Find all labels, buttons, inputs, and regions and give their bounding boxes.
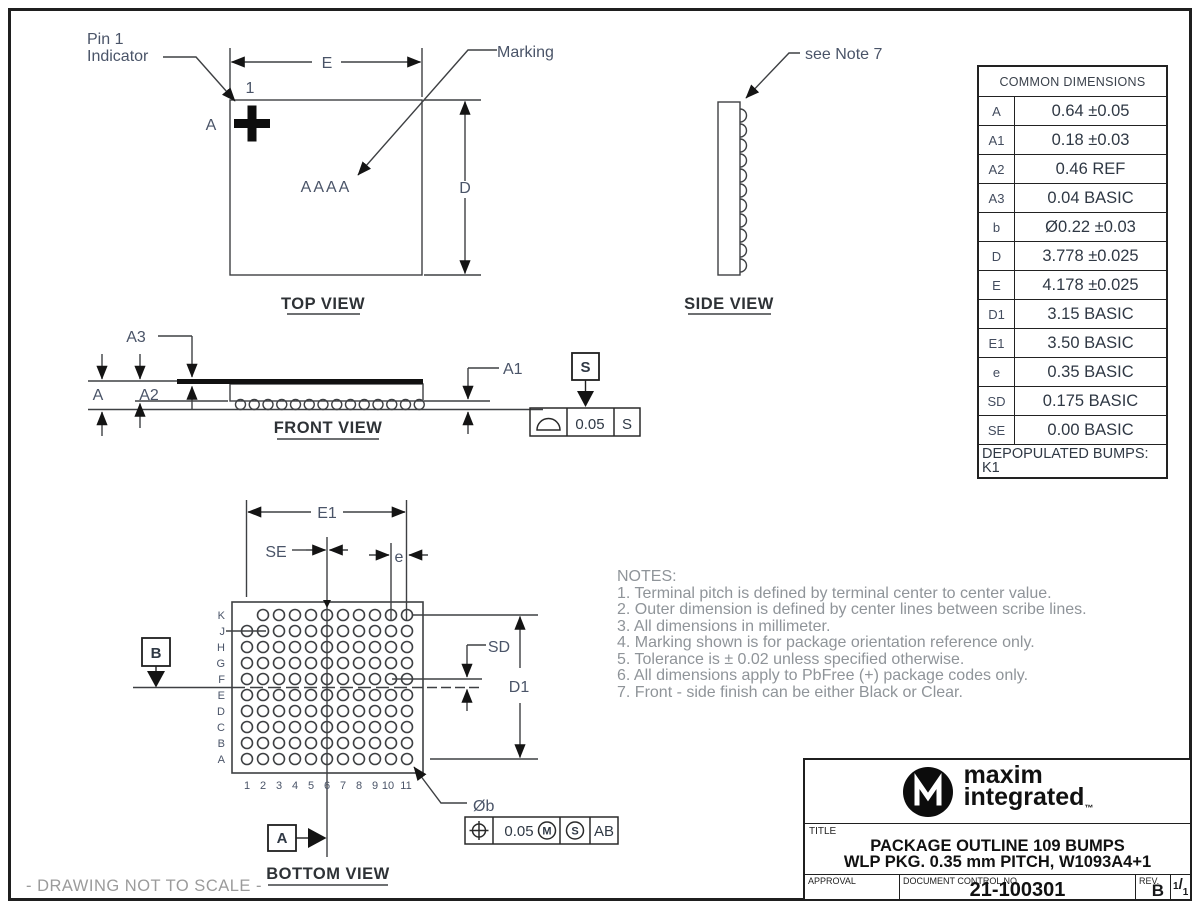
bump-A7 <box>338 754 349 765</box>
dim-e-pitch-label: e <box>394 549 404 566</box>
bump-J10 <box>386 626 397 637</box>
bump-G3 <box>274 658 285 669</box>
bump-A3 <box>274 754 285 765</box>
approval-cell <box>805 875 899 901</box>
bump-F4 <box>290 674 301 685</box>
bump-E7 <box>338 690 349 701</box>
bump-H5 <box>306 642 317 653</box>
bump-B2 <box>258 738 269 749</box>
bump-G1 <box>242 658 253 669</box>
dim-sd-label: SD <box>487 639 511 656</box>
dim-name: D <box>979 242 1015 270</box>
bump-B11 <box>402 738 413 749</box>
bump-C7 <box>338 722 349 733</box>
note-item-3: 3. All dimensions in millimeter. <box>617 617 831 635</box>
bump-C9 <box>370 722 381 733</box>
bump-A4 <box>290 754 301 765</box>
note-item-1: 1. Terminal pitch is defined by terminal center to center value. <box>617 584 1052 602</box>
bump-D11 <box>402 706 413 717</box>
col-label-2: 2 <box>259 780 267 792</box>
bump-E4 <box>290 690 301 701</box>
dim-row-E <box>979 271 1166 300</box>
bump-J11 <box>402 626 413 637</box>
approval-row <box>805 875 1190 901</box>
dim-value: 3.15 BASIC <box>1047 304 1134 323</box>
dim-name: A1 <box>979 126 1015 154</box>
dim-name: e <box>979 358 1015 386</box>
side-bump <box>740 229 747 242</box>
package-top-coat-a3 <box>177 379 423 384</box>
dim-row-SD <box>979 387 1166 416</box>
brand-line1: maxim <box>963 761 1043 789</box>
bump-E3 <box>274 690 285 701</box>
bottom-view <box>133 500 538 885</box>
position-tol-datum-s: S <box>571 825 579 838</box>
bump-K7 <box>338 610 349 621</box>
bump-H10 <box>386 642 397 653</box>
col-label-7: 7 <box>339 780 347 792</box>
bump-D10 <box>386 706 397 717</box>
marking-leader-line <box>358 50 497 175</box>
package-outline-side <box>718 102 740 275</box>
side-bump <box>740 184 747 197</box>
bump-E8 <box>354 690 365 701</box>
title-block <box>803 758 1192 901</box>
datum-b-triangle <box>147 671 165 688</box>
bump-A8 <box>354 754 365 765</box>
bump-K2 <box>258 610 269 621</box>
flatness-value: 0.05 <box>575 416 605 433</box>
bump-D4 <box>290 706 301 717</box>
revision-value: B <box>1151 881 1164 900</box>
side-bump <box>740 154 747 167</box>
row-label-A: A <box>217 754 225 766</box>
dim-e-label: E <box>321 55 333 72</box>
bump-D7 <box>338 706 349 717</box>
flatness-symbol-icon <box>537 419 560 431</box>
row-label-G: G <box>216 658 225 670</box>
side-view <box>688 53 800 314</box>
side-bump <box>740 259 747 272</box>
dim-name: E1 <box>979 329 1015 357</box>
bump-J3 <box>274 626 285 637</box>
dim-name: A <box>979 97 1015 125</box>
bump-J4 <box>290 626 301 637</box>
revision-cell <box>1135 875 1170 901</box>
bump-A10 <box>386 754 397 765</box>
bump-B3 <box>274 738 285 749</box>
bump-G5 <box>306 658 317 669</box>
col-label-11: 11 <box>400 780 412 792</box>
bump-E10 <box>386 690 397 701</box>
col-label-3: 3 <box>275 780 283 792</box>
bump-C8 <box>354 722 365 733</box>
bump-E5 <box>306 690 317 701</box>
note-item-2: 2. Outer dimension is defined by center lines between scribe lines. <box>617 601 1087 618</box>
bump-B1 <box>242 738 253 749</box>
bump-H8 <box>354 642 365 653</box>
marking-text: AAAA <box>300 179 352 196</box>
pin1-row-label: A <box>205 117 217 134</box>
bump-H9 <box>370 642 381 653</box>
bump-B4 <box>290 738 301 749</box>
dim-a3-label: A3 <box>126 329 146 346</box>
pin1-column-label: 1 <box>245 80 255 97</box>
dim-name: E <box>979 271 1015 299</box>
dim-name: A3 <box>979 184 1015 212</box>
datum-a-triangle <box>308 828 327 848</box>
drawing-title-line1: PACKAGE OUTLINE 109 BUMPS <box>870 837 1125 855</box>
bump-K9 <box>370 610 381 621</box>
dim-value: 0.35 BASIC <box>1047 362 1134 381</box>
position-symbol-icon <box>470 821 489 840</box>
bump-C1 <box>242 722 253 733</box>
bump-D2 <box>258 706 269 717</box>
datum-s-letter: S <box>580 359 591 376</box>
side-view-title: SIDE VIEW <box>684 295 774 313</box>
bump-B8 <box>354 738 365 749</box>
flatness-datum: S <box>621 416 633 433</box>
pin1-label-line1: Pin 1 <box>87 31 124 48</box>
dim-row-b <box>979 213 1166 242</box>
dim-d1-label: D1 <box>508 679 530 696</box>
bump-A11 <box>402 754 413 765</box>
bump-E11 <box>402 690 413 701</box>
side-bump <box>740 169 747 182</box>
datum-b-letter: B <box>150 645 162 662</box>
row-label-K: K <box>217 610 225 622</box>
bump-C2 <box>258 722 269 733</box>
note7-leader-line <box>746 53 800 98</box>
depopulated-line2: K1 <box>982 460 1000 476</box>
bump-A1 <box>242 754 253 765</box>
bump-F2 <box>258 674 269 685</box>
side-bump <box>740 244 747 257</box>
document-control-cell <box>899 875 1135 901</box>
bump-K4 <box>290 610 301 621</box>
col-label-8: 8 <box>355 780 363 792</box>
side-bump <box>740 214 747 227</box>
col-label-9: 9 <box>371 780 379 792</box>
marking-label: Marking <box>497 44 554 61</box>
dim-value: 0.64 ±0.05 <box>1051 101 1130 120</box>
position-tol-datum-ab: AB <box>593 823 615 840</box>
bump-C4 <box>290 722 301 733</box>
side-bump <box>740 199 747 212</box>
dim-row-SE <box>979 416 1166 445</box>
depopulated-line1: DEPOPULATED BUMPS: <box>982 446 1149 462</box>
bump-G10 <box>386 658 397 669</box>
col-label-6: 6 <box>323 780 331 792</box>
centerline-arrowhead <box>323 600 331 608</box>
not-to-scale-note: - DRAWING NOT TO SCALE - <box>26 877 262 895</box>
bump-H11 <box>402 642 413 653</box>
bump-F3 <box>274 674 285 685</box>
bump-E1 <box>242 690 253 701</box>
bump-E9 <box>370 690 381 701</box>
dim-name: A2 <box>979 155 1015 183</box>
bump-A2 <box>258 754 269 765</box>
document-control-number: 21-100301 <box>969 879 1066 901</box>
top-view-title: TOP VIEW <box>280 295 366 313</box>
notes-list <box>617 586 1087 702</box>
pin1-label-line2: Indicator <box>87 48 149 65</box>
note-item-6: 6. All dimensions apply to PbFree (+) package codes only. <box>617 667 1029 684</box>
bump-H4 <box>290 642 301 653</box>
dim-a-label: A <box>92 387 104 404</box>
bump-G8 <box>354 658 365 669</box>
bump-D1 <box>242 706 253 717</box>
title-row <box>805 824 1190 875</box>
note-item-7: 7. Front - side finish can be either Black or Clear. <box>617 683 963 701</box>
approval-label: APPROVAL <box>808 876 856 886</box>
dim-value: 3.50 BASIC <box>1047 333 1134 352</box>
row-label-C: C <box>217 722 225 734</box>
title-field-label: TITLE <box>809 826 837 837</box>
dim-row-A <box>979 97 1166 126</box>
dim-name: SE <box>979 416 1015 444</box>
bump-H7 <box>338 642 349 653</box>
bump-F5 <box>306 674 317 685</box>
bump-J7 <box>338 626 349 637</box>
bump-G11 <box>402 658 413 669</box>
side-view-bumps <box>740 109 747 272</box>
bump-A5 <box>306 754 317 765</box>
col-label-4: 4 <box>291 780 299 792</box>
bump-D8 <box>354 706 365 717</box>
note7-label: see Note 7 <box>805 46 883 63</box>
bump-D9 <box>370 706 381 717</box>
bump-G9 <box>370 658 381 669</box>
package-body-front <box>230 384 423 401</box>
note-item-4: 4. Marking shown is for package orientation reference only. <box>617 634 1035 651</box>
dim-row-A1 <box>979 126 1166 155</box>
row-label-J: J <box>219 626 225 638</box>
dim-d-label: D <box>459 180 471 197</box>
dim-value: 0.46 REF <box>1055 159 1126 178</box>
bump-B5 <box>306 738 317 749</box>
dim-value: Ø0.22 ±0.03 <box>1045 217 1136 236</box>
bump-G4 <box>290 658 301 669</box>
bump-J5 <box>306 626 317 637</box>
depopulated-bumps-note <box>979 445 1166 477</box>
dim-row-D1 <box>979 300 1166 329</box>
revision-label: REV. <box>1139 876 1160 886</box>
col-label-10: 10 <box>381 780 395 792</box>
drawing-title-line2: WLP PKG. 0.35 mm PITCH, W1093A4+1 <box>843 853 1152 871</box>
row-label-D: D <box>217 706 225 718</box>
bump-B7 <box>338 738 349 749</box>
row-label-E: E <box>217 690 225 702</box>
bump-G2 <box>258 658 269 669</box>
bump-J9 <box>370 626 381 637</box>
dim-a1-label: A1 <box>503 361 523 378</box>
side-bump <box>740 109 747 122</box>
dim-row-A2 <box>979 155 1166 184</box>
dim-value: 3.778 ±0.025 <box>1042 246 1139 265</box>
bump-B10 <box>386 738 397 749</box>
pin1-indicator-cross <box>234 106 270 142</box>
sheet-number: 1/1 <box>1173 876 1189 898</box>
bump-K8 <box>354 610 365 621</box>
row-label-F: F <box>218 674 225 686</box>
bump-H2 <box>258 642 269 653</box>
bump-F7 <box>338 674 349 685</box>
bump-C3 <box>274 722 285 733</box>
bump-K3 <box>274 610 285 621</box>
dim-se-label: SE <box>265 544 287 561</box>
bump-column-labels <box>244 780 412 792</box>
bump-H1 <box>242 642 253 653</box>
dim-value: 0.00 BASIC <box>1047 420 1134 439</box>
bump-D5 <box>306 706 317 717</box>
dim-a2-label: A2 <box>139 387 159 404</box>
common-dimensions-table <box>977 65 1168 479</box>
side-bump <box>740 124 747 137</box>
dim-value: 0.175 BASIC <box>1042 391 1139 410</box>
dim-row-D <box>979 242 1166 271</box>
dim-value: 0.04 BASIC <box>1047 188 1134 207</box>
document-control-label: DOCUMENT CONTROL NO. <box>903 876 1020 886</box>
bump-C5 <box>306 722 317 733</box>
dim-e1-label: E1 <box>317 505 337 522</box>
dimensions-table-title: COMMON DIMENSIONS <box>979 67 1166 97</box>
bottom-view-title: BOTTOM VIEW <box>266 865 390 883</box>
bump-H3 <box>274 642 285 653</box>
datum-a-letter: A <box>276 830 288 847</box>
row-label-H: H <box>217 642 225 654</box>
maxim-logo-icon <box>902 766 954 818</box>
brand-line2: integrated$_™$ <box>963 783 1094 813</box>
col-label-5: 5 <box>307 780 315 792</box>
dim-bump-diameter-label: Øb <box>473 798 495 815</box>
side-bump <box>740 139 747 152</box>
bump-J8 <box>354 626 365 637</box>
notes-block <box>617 569 1087 701</box>
dim-row-E1 <box>979 329 1166 358</box>
brand-wordmark <box>963 761 1094 819</box>
bump-C11 <box>402 722 413 733</box>
position-tol-modifier: M <box>542 825 552 838</box>
col-label-1: 1 <box>243 780 251 792</box>
trademark-symbol: ™ <box>1084 803 1094 813</box>
row-label-B: B <box>217 738 225 750</box>
dim-row-e <box>979 358 1166 387</box>
bump-F9 <box>370 674 381 685</box>
bump-K5 <box>306 610 317 621</box>
dim-name: SD <box>979 387 1015 415</box>
brand-row <box>805 760 1190 824</box>
bump-G7 <box>338 658 349 669</box>
dim-name: D1 <box>979 300 1015 328</box>
bump-A9 <box>370 754 381 765</box>
datum-s-triangle <box>577 391 594 407</box>
bump-D3 <box>274 706 285 717</box>
note-item-5: 5. Tolerance is ± 0.02 unless specified otherwise. <box>617 650 965 668</box>
position-tol-value: 0.05 <box>504 823 534 840</box>
dim-value: 0.18 ±0.03 <box>1051 130 1130 149</box>
bump-B9 <box>370 738 381 749</box>
dim-row-A3 <box>979 184 1166 213</box>
pin1-leader-line <box>163 57 235 101</box>
dim-value: 4.178 ±0.025 <box>1042 275 1139 294</box>
drawing-title <box>805 838 1190 870</box>
sheet-cell <box>1170 875 1190 901</box>
bump-F8 <box>354 674 365 685</box>
front-view-title: FRONT VIEW <box>273 419 383 437</box>
dim-name: b <box>979 213 1015 241</box>
bump-F1 <box>242 674 253 685</box>
dimensions-table-body <box>979 97 1166 445</box>
bump-E2 <box>258 690 269 701</box>
notes-title: NOTES: <box>617 568 677 585</box>
bump-C10 <box>386 722 397 733</box>
